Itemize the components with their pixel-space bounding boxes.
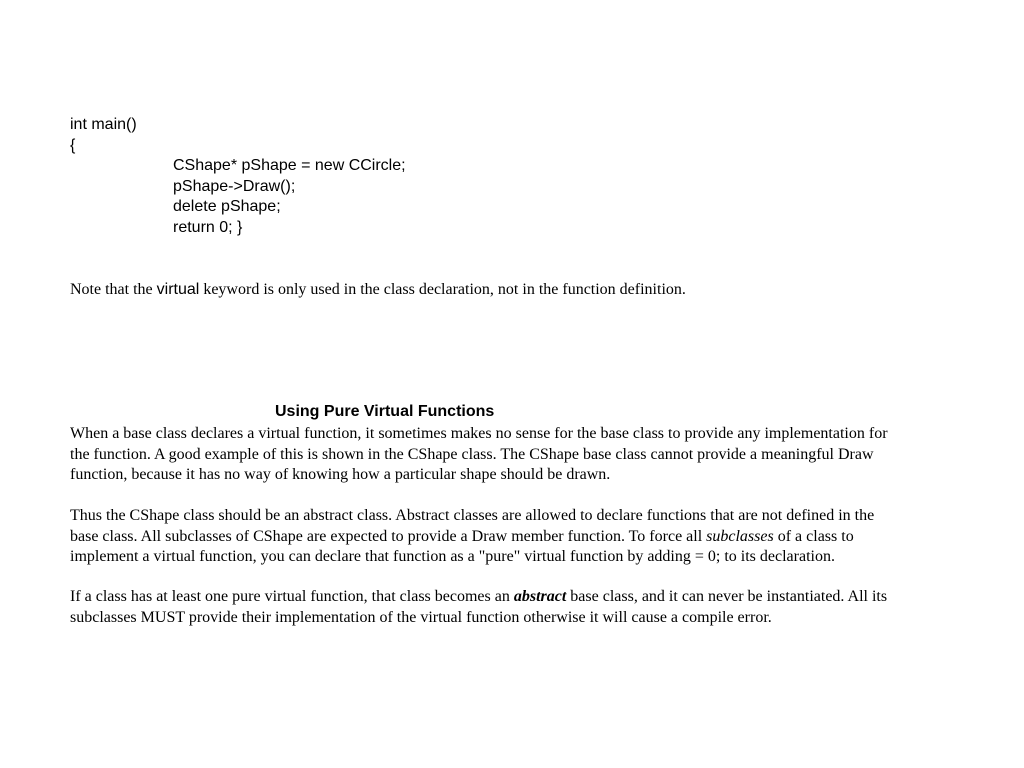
note-keyword: virtual bbox=[156, 281, 200, 298]
code-line: int main() bbox=[70, 116, 137, 133]
paragraph bbox=[70, 506, 960, 568]
paragraph-line bbox=[70, 527, 960, 548]
paragraph bbox=[70, 587, 960, 628]
paragraph bbox=[70, 424, 960, 486]
code-line: return 0; } bbox=[173, 218, 243, 236]
text-run: base class. All subclasses of CShape are expected to provide a Draw member function. To force all bbox=[70, 527, 707, 545]
code-line: pShape->Draw(); bbox=[173, 177, 296, 195]
bold-italic-term: abstract bbox=[513, 588, 567, 605]
paragraph-line: When a base class declares a virtual function, it sometimes makes no sense for the base class to provide any implementation for bbox=[70, 425, 888, 442]
paragraph-line bbox=[70, 587, 960, 608]
paragraph-line: Thus the CShape class should be an abstract class. Abstract classes are allowed to declare functions that are not defined in the bbox=[70, 507, 875, 524]
text-run: of a class to bbox=[773, 527, 854, 545]
paragraph-line: function, because it has no way of knowing how a particular shape should be drawn. bbox=[70, 466, 611, 483]
code-line: delete pShape; bbox=[173, 198, 281, 215]
code-line: { bbox=[70, 136, 76, 154]
code-line: CShape* pShape = new CCircle; bbox=[173, 157, 406, 174]
virtual-keyword-note bbox=[70, 280, 686, 300]
note-text: Note that the bbox=[70, 281, 157, 298]
section-heading: Using Pure Virtual Functions bbox=[275, 403, 495, 420]
paragraph-line: implement a virtual function, you can declare that function as a "pure" virtual function by adding = 0; to its declaration. bbox=[70, 548, 835, 565]
text-run: base class, and it can never be instantiated. All its bbox=[566, 588, 888, 605]
text-run: If a class has at least one pure virtual function, that class becomes an bbox=[70, 588, 514, 605]
paragraph-line: subclasses MUST provide their implementation of the virtual function otherwise it will cause a compile error. bbox=[70, 608, 772, 626]
code-snippet bbox=[70, 115, 406, 238]
paragraph-line: the function. A good example of this is shown in the CShape class. The CShape base class cannot provide a meaningful Draw bbox=[70, 445, 874, 463]
italic-term: subclasses bbox=[706, 527, 774, 545]
note-text: keyword is only used in the class declaration, not in the function definition. bbox=[199, 281, 686, 298]
